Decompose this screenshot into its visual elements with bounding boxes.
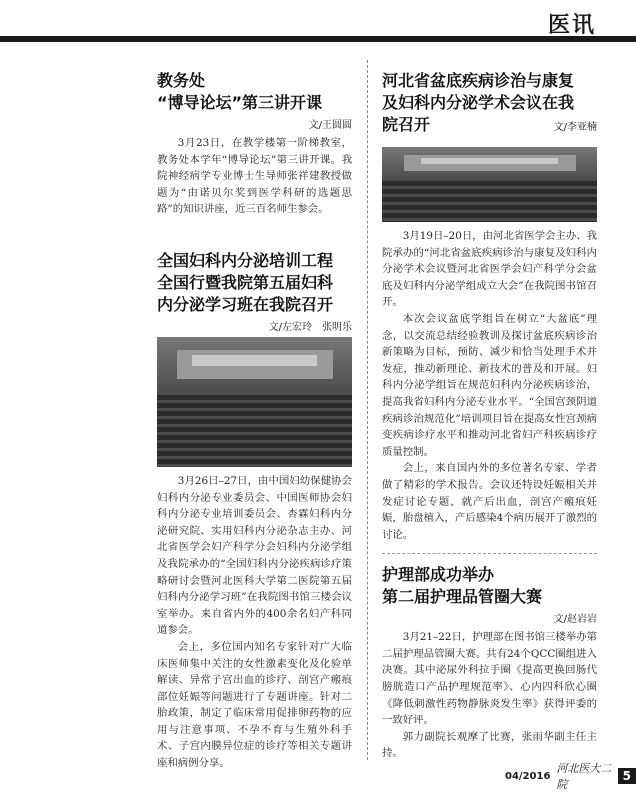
article-paragraph: 会上，多位国内知名专家针对广大临床医师集中关注的女性激素变化及化验单解读、异常子宫出血的诊疗、剖宫产瘢痕部位妊娠等问题进行了专题讲座。针对二胎政策，制定了临床常用促排卵药物的应用与注意事项、不孕不育与生殖外科手术、子宫内膜异位症的诊疗等相关专题讲座和病例分享。 [157, 640, 352, 770]
article-paragraph: 会上，来自国内外的多位著名专家、学者做了精彩的学术报告。会议还特设妊娠相关并发症讨论专题，就产后出血，剖宫产瘢痕妊娠，胎盘植入，产后感染4个病历展开了激烈的讨论。 [382, 462, 597, 541]
column-divider [367, 60, 368, 760]
article-teaching-forum [157, 70, 352, 218]
section-title: 医讯 [547, 13, 596, 38]
header-bar [0, 36, 636, 42]
article-title: 全国妇科内分泌培训工程 全国行暨我院第五届妇科 内分泌学习班在我院召开 [157, 250, 334, 314]
article-nursing-qcc [382, 564, 597, 762]
article-title: 护理部成功举办 第二届护理品管圈大赛 [382, 565, 543, 607]
conference-photo [382, 147, 597, 222]
publication-brand: 河北医大二院 [556, 762, 612, 791]
article-title: 教务处 “博导论坛”第三讲开课 [157, 71, 323, 112]
article-gyn-endocrine-training [157, 250, 352, 772]
section-separator [382, 553, 597, 554]
article-paragraph: 3月23日，在教学楼第一阶梯教室，教务处本学年“博导论坛”第三讲开课。我院神经病学专业博士生导师张祥建教授做题为“由诺贝尔奖到医学科研的选题思路”的知识讲座，近三百名师生参会。 [157, 137, 352, 216]
article-byline: 文/王圆圆 [308, 120, 352, 131]
article-paragraph: 3月26日–27日，由中国妇幼保健协会妇科内分泌专业委员会、中国医师协会妇科内分泌专业培训委员会、杏霖妇科内分泌研究院、实用妇科内分泌杂志主办、河北省医学会妇产科学分会妇科内分泌学组及我院承办的“全国妇科内分泌疾病诊疗策略研讨会暨河北医科大学第二医院第五届妇科内分泌学习班”在我院图书馆三楼会议室举办。来自省内外的400余名妇产科同道参会。 [157, 474, 352, 637]
conference-photo [157, 337, 352, 467]
article-paragraph: 3月19日–20日，由河北省医学会主办、我院承办的“河北省盆底疾病诊治与康复及妇科内分泌学术会议暨河北省医学会妇产科学分会盆底及妇科内分泌学组成立大会”在我院图书馆召开。 [382, 230, 597, 309]
article-paragraph: 3月21–22日，护理部在图书馆三楼举办第二届护理品管圈大赛。共有24个QCC圈组进入决赛。其中泌尿外科拉手圈《提高更换回肠代膀胱造口产品护理规范率》、心内四科欣心圈《降低刺激性药物静脉炎发生率》获得评委的一致好评。 [382, 631, 597, 727]
page-number: 5 [618, 768, 636, 784]
issue-number: 04/2016 [505, 770, 551, 782]
article-byline: 文/左宏玲 张明乐 [268, 321, 352, 333]
left-column [157, 70, 352, 772]
article-paragraph: 本次会议盆底学组旨在树立“大盆底”理念，以交流总结经验教训及探讨盆底疾病诊治新策略为目标，预防、减少和恰当处理手术并发症，推动新理论、新技术的普及和开展。妇科内分泌学组旨在规范妇科内分泌疾病诊治，提高我省妇科内分泌专业水平。“全国宫颈阴道疾病诊治规范化”培训项目旨在提高女性宫颈病变疾病诊疗水平和推动河北省妇产科疾病诊疗质量控制。 [382, 312, 597, 458]
article-byline: 文/赵岩岩 [553, 614, 597, 626]
article-pelvic-floor-conference [382, 70, 597, 543]
right-column [382, 70, 597, 762]
article-paragraph: 郭力副院长观摩了比赛，张雨华副主任主持。 [382, 730, 597, 760]
article-byline: 文/李亚楠 [553, 122, 597, 133]
page-footer [505, 760, 636, 792]
article-title: 河北省盆底疾病诊治与康复 及妇科内分泌学术会议在我 院召开 文/李亚楠 [382, 70, 597, 143]
